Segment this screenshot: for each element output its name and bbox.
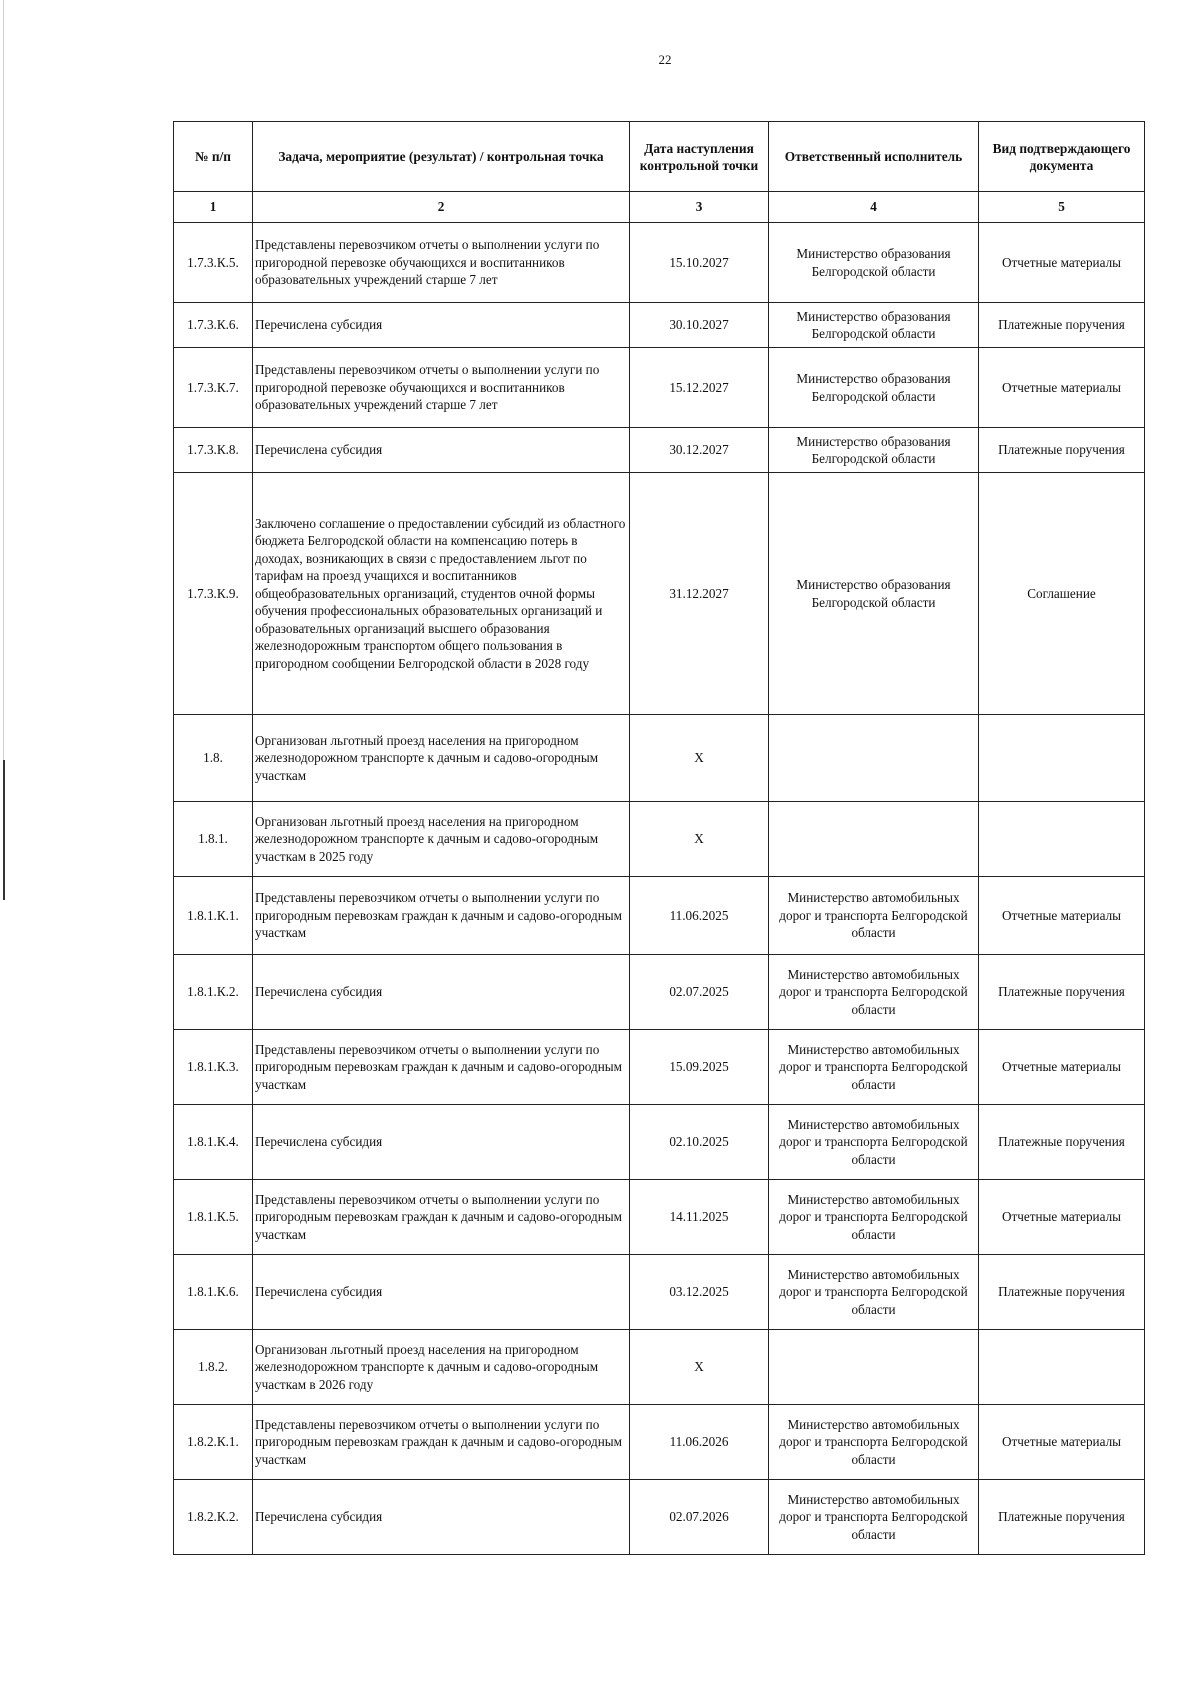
row-executor: Министерство автомобильных дорог и транспорта Белгородской области [769, 1480, 979, 1555]
column-number: 4 [769, 192, 979, 223]
row-task: Перечислена субсидия [253, 1480, 630, 1555]
row-number: 1.8.2.К.2. [174, 1480, 253, 1555]
row-date: 02.10.2025 [630, 1105, 769, 1180]
row-document: Отчетные материалы [979, 877, 1145, 955]
row-task: Организован льготный проезд населения на пригородном железнодорожном транспорте к дачным и садово-огородным участкам в 2026 году [253, 1330, 630, 1405]
row-executor: Министерство автомобильных дорог и транспорта Белгородской области [769, 1105, 979, 1180]
row-number: 1.8.1. [174, 802, 253, 877]
row-task: Перечислена субсидия [253, 303, 630, 348]
row-date: 30.12.2027 [630, 428, 769, 473]
row-executor: Министерство автомобильных дорог и транспорта Белгородской области [769, 1030, 979, 1105]
table-row [174, 1480, 1145, 1555]
table-row [174, 1255, 1145, 1330]
row-document: Отчетные материалы [979, 1180, 1145, 1255]
row-executor: Министерство автомобильных дорог и транспорта Белгородской области [769, 1255, 979, 1330]
row-number: 1.8.1.К.2. [174, 955, 253, 1030]
row-task: Представлены перевозчиком отчеты о выполнении услуги по пригородным перевозкам граждан к дачным и садово-огородным участкам [253, 1180, 630, 1255]
table-body [174, 223, 1145, 1555]
row-executor: Министерство образования Белгородской области [769, 223, 979, 303]
row-document: Платежные поручения [979, 303, 1145, 348]
row-executor: Министерство автомобильных дорог и транспорта Белгородской области [769, 1405, 979, 1480]
row-document: Платежные поручения [979, 1255, 1145, 1330]
row-date: 31.12.2027 [630, 473, 769, 715]
row-document: Платежные поручения [979, 428, 1145, 473]
row-executor: Министерство автомобильных дорог и транспорта Белгородской области [769, 1180, 979, 1255]
row-number: 1.8.2. [174, 1330, 253, 1405]
row-document: Платежные поручения [979, 955, 1145, 1030]
row-executor: Министерство автомобильных дорог и транспорта Белгородской области [769, 877, 979, 955]
row-task: Представлены перевозчиком отчеты о выполнении услуги по пригородной перевозке обучающихся и воспитанников образовательных учреждений старше 7 лет [253, 348, 630, 428]
row-date: 03.12.2025 [630, 1255, 769, 1330]
row-document: Платежные поручения [979, 1480, 1145, 1555]
row-executor: Министерство образования Белгородской области [769, 473, 979, 715]
column-number: 1 [174, 192, 253, 223]
row-document [979, 1330, 1145, 1405]
table-row [174, 348, 1145, 428]
header-num: № п/п [174, 122, 253, 192]
row-task: Перечислена субсидия [253, 1255, 630, 1330]
row-task: Представлены перевозчиком отчеты о выполнении услуги по пригородной перевозке обучающихся и воспитанников образовательных учреждений старше 7 лет [253, 223, 630, 303]
row-document [979, 715, 1145, 802]
table-row [174, 1330, 1145, 1405]
row-document: Отчетные материалы [979, 348, 1145, 428]
row-number: 1.8.1.К.4. [174, 1105, 253, 1180]
row-executor: Министерство образования Белгородской области [769, 428, 979, 473]
column-number-row [174, 192, 1145, 223]
row-date: Х [630, 1330, 769, 1405]
column-number: 5 [979, 192, 1145, 223]
header-task: Задача, мероприятие (результат) / контрольная точка [253, 122, 630, 192]
row-executor [769, 715, 979, 802]
row-date: 02.07.2026 [630, 1480, 769, 1555]
row-date: 15.09.2025 [630, 1030, 769, 1105]
row-task: Перечислена субсидия [253, 955, 630, 1030]
row-task: Организован льготный проезд населения на пригородном железнодорожном транспорте к дачным и садово-огородным участкам [253, 715, 630, 802]
row-document: Платежные поручения [979, 1105, 1145, 1180]
row-date: 14.11.2025 [630, 1180, 769, 1255]
row-number: 1.8.2.К.1. [174, 1405, 253, 1480]
row-task: Представлены перевозчиком отчеты о выполнении услуги по пригородным перевозкам граждан к дачным и садово-огородным участкам [253, 1030, 630, 1105]
row-number: 1.7.3.К.8. [174, 428, 253, 473]
row-document: Отчетные материалы [979, 1405, 1145, 1480]
row-document: Отчетные материалы [979, 1030, 1145, 1105]
row-task: Представлены перевозчиком отчеты о выполнении услуги по пригородным перевозкам граждан к дачным и садово-огородным участкам [253, 1405, 630, 1480]
table-row [174, 1105, 1145, 1180]
header-date: Дата наступления контрольной точки [630, 122, 769, 192]
row-document: Соглашение [979, 473, 1145, 715]
row-date: Х [630, 802, 769, 877]
row-number: 1.7.3.К.9. [174, 473, 253, 715]
header-executor: Ответственный исполнитель [769, 122, 979, 192]
table-row [174, 877, 1145, 955]
row-date: Х [630, 715, 769, 802]
row-document: Отчетные материалы [979, 223, 1145, 303]
table-row [174, 223, 1145, 303]
table-row [174, 955, 1145, 1030]
row-date: 02.07.2025 [630, 955, 769, 1030]
row-number: 1.7.3.К.6. [174, 303, 253, 348]
row-task: Представлены перевозчиком отчеты о выполнении услуги по пригородным перевозкам граждан к дачным и садово-огородным участкам [253, 877, 630, 955]
table-row [174, 1180, 1145, 1255]
row-executor: Министерство образования Белгородской области [769, 348, 979, 428]
row-task: Перечислена субсидия [253, 428, 630, 473]
scan-edge-mark [3, 760, 5, 900]
row-task: Заключено соглашение о предоставлении субсидий из областного бюджета Белгородской области на компенсацию потерь в доходах, возникающих в связи с предоставлением льгот по тарифам на проезд учащихся и воспитанников общеобразовательных организаций, студентов очной формы обучения профессиональных образовательных организаций и образовательных организаций высшего образования железнодорожным транспортом общего пользования в пригородном сообщении Белгородской области в 2028 году [253, 473, 630, 715]
control-points-table [173, 121, 1145, 1555]
row-date: 15.12.2027 [630, 348, 769, 428]
row-executor [769, 1330, 979, 1405]
page-number: 22 [658, 52, 672, 67]
row-number: 1.8.1.К.5. [174, 1180, 253, 1255]
row-number: 1.8.1.К.6. [174, 1255, 253, 1330]
row-number: 1.8. [174, 715, 253, 802]
row-number: 1.8.1.К.3. [174, 1030, 253, 1105]
table-row [174, 1030, 1145, 1105]
row-task: Организован льготный проезд населения на пригородном железнодорожном транспорте к дачным и садово-огородным участкам в 2025 году [253, 802, 630, 877]
row-date: 11.06.2025 [630, 877, 769, 955]
row-executor [769, 802, 979, 877]
row-date: 15.10.2027 [630, 223, 769, 303]
table-header-row [174, 122, 1145, 192]
column-number: 3 [630, 192, 769, 223]
row-number: 1.7.3.К.7. [174, 348, 253, 428]
header-doc: Вид подтверждающего документа [979, 122, 1145, 192]
table-row [174, 1405, 1145, 1480]
row-date: 30.10.2027 [630, 303, 769, 348]
row-number: 1.8.1.К.1. [174, 877, 253, 955]
table-row [174, 303, 1145, 348]
table-row [174, 473, 1145, 715]
row-number: 1.7.3.К.5. [174, 223, 253, 303]
row-executor: Министерство образования Белгородской области [769, 303, 979, 348]
row-executor: Министерство автомобильных дорог и транспорта Белгородской области [769, 955, 979, 1030]
row-date: 11.06.2026 [630, 1405, 769, 1480]
row-document [979, 802, 1145, 877]
table-row [174, 715, 1145, 802]
column-number: 2 [253, 192, 630, 223]
table-row [174, 802, 1145, 877]
row-task: Перечислена субсидия [253, 1105, 630, 1180]
table-row [174, 428, 1145, 473]
